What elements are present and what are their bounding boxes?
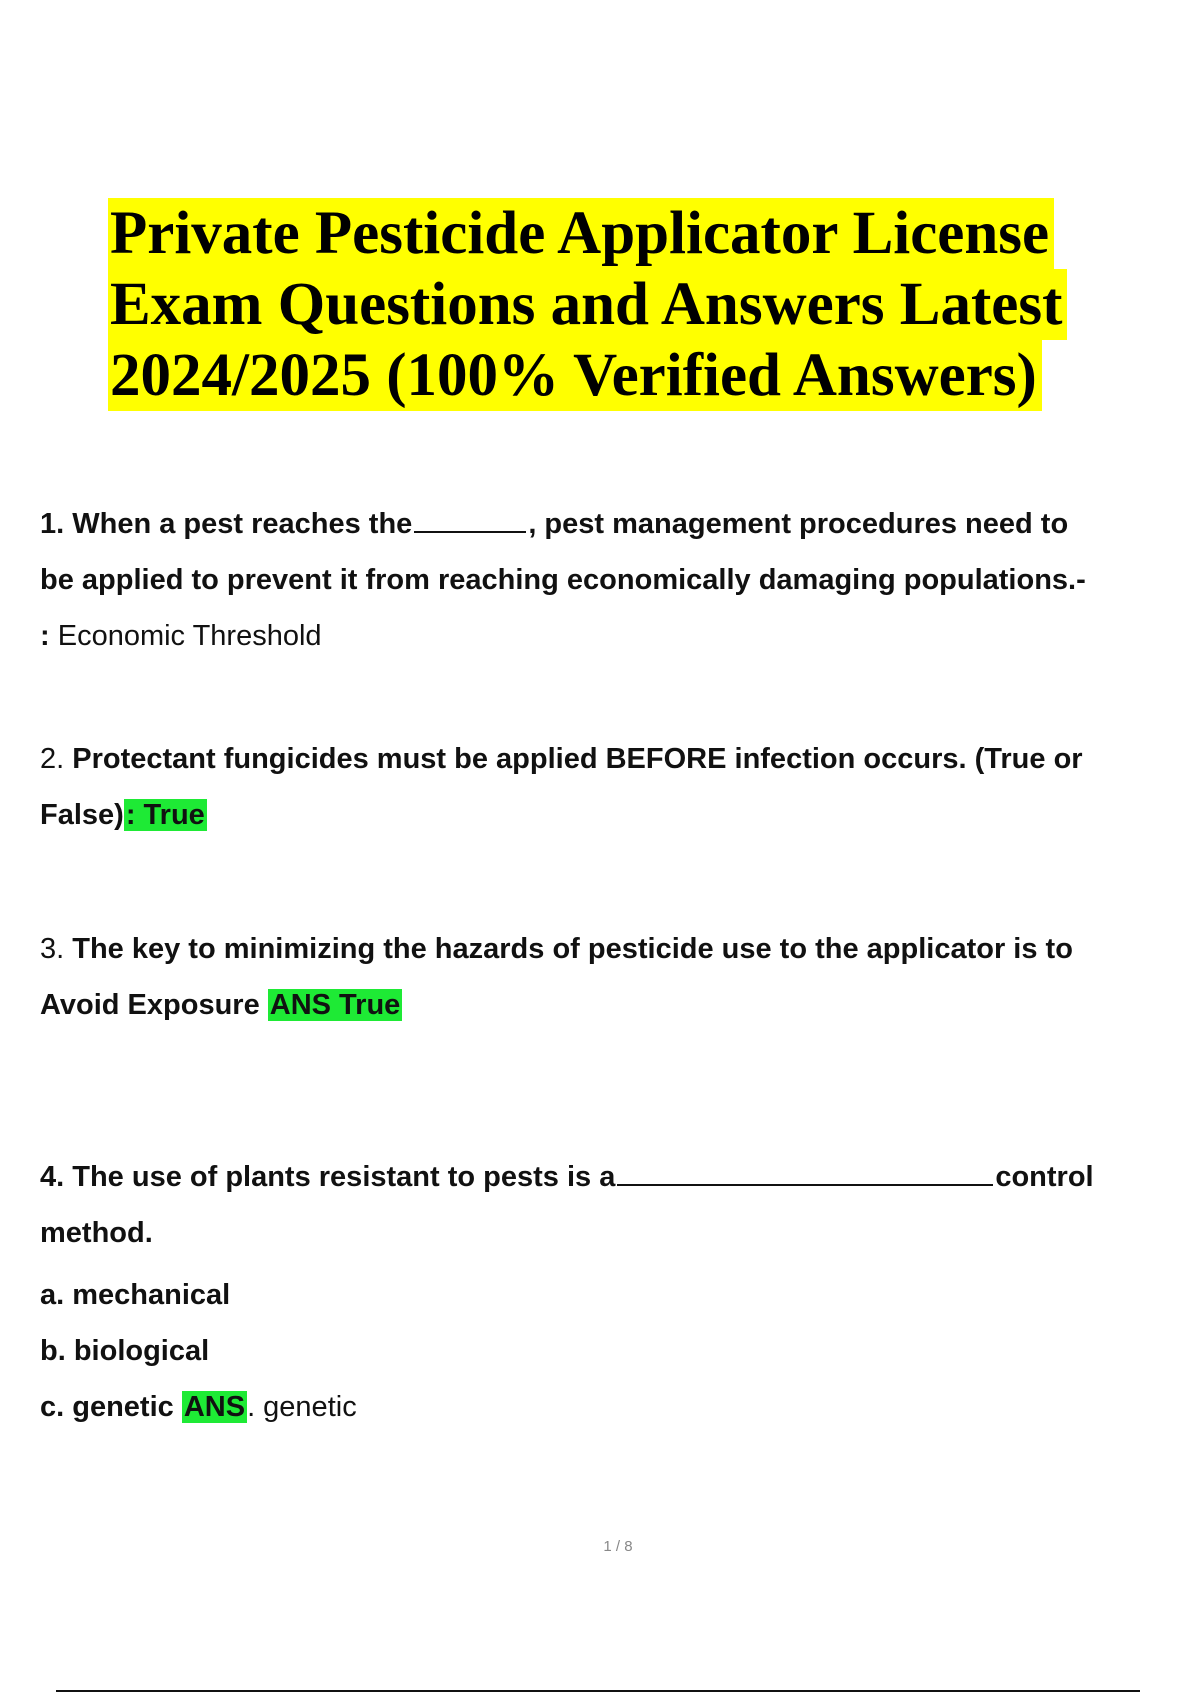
question-1 [40, 496, 1190, 664]
option-a: a. mechanical [40, 1279, 231, 1311]
option-b: b. biological [40, 1335, 210, 1367]
answer-highlight: ANS True [269, 989, 401, 1021]
bottom-rule [56, 1690, 1140, 1692]
question-1-answer: : Economic Threshold [40, 620, 322, 652]
question-1-line-1: 1. When a pest reaches the , pest management procedures need to [40, 508, 1069, 540]
title-line-2: Exam Questions and Answers Latest [108, 269, 1067, 340]
title-line-3: 2024/2025 (100% Verified Answers) [108, 340, 1042, 411]
question-4-line-1: 4. The use of plants resistant to pests is a control [40, 1161, 1094, 1193]
answer-highlight: ANS [183, 1391, 246, 1423]
question-2-line-1: 2. Protectant fungicides must be applied BEFORE infection occurs. (True or [40, 743, 1083, 775]
question-4 [40, 1149, 1190, 1261]
document-title [108, 198, 1128, 411]
answer-blank [414, 530, 526, 533]
question-3-line-2: Avoid Exposure ANS True [40, 989, 401, 1021]
question-4-options [40, 1267, 1190, 1435]
question-4-line-2: method. [40, 1217, 153, 1249]
answer-blank [617, 1183, 993, 1186]
question-3-line-1: 3. The key to minimizing the hazards of pesticide use to the applicator is to [40, 933, 1073, 965]
page-number: 1 / 8 [603, 1538, 633, 1555]
question-2 [40, 731, 1190, 843]
question-3 [40, 921, 1190, 1033]
answer-highlight: : True [125, 799, 205, 831]
question-2-line-2: False): True [40, 799, 205, 831]
question-1-line-2: be applied to prevent it from reaching economically damaging populations.- [40, 564, 1086, 596]
option-c: c. genetic ANS. genetic [40, 1391, 357, 1423]
title-line-1: Private Pesticide Applicator License [108, 198, 1054, 269]
